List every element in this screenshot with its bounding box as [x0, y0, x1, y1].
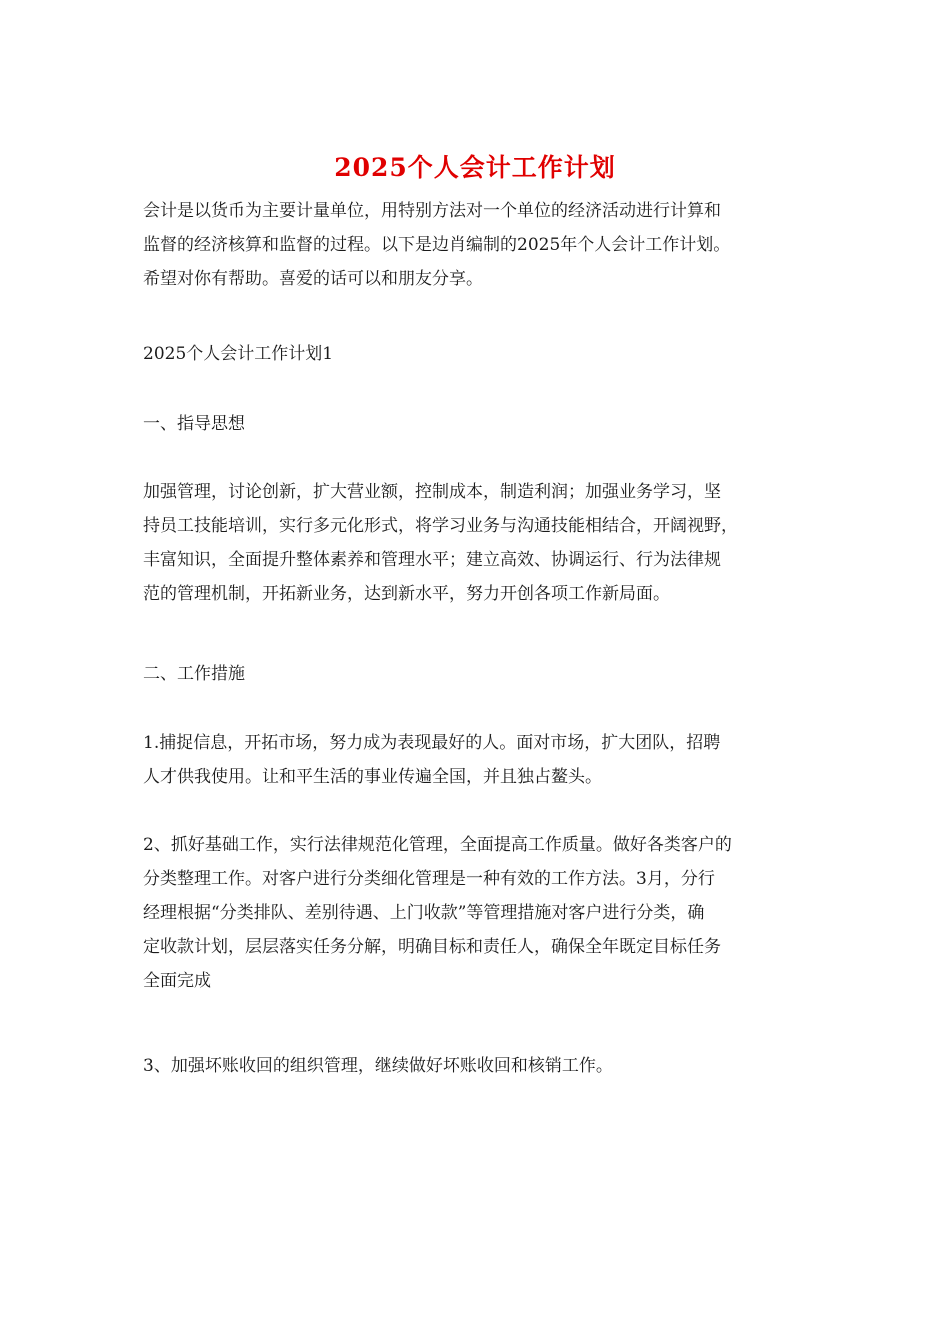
plan-heading	[143, 337, 813, 371]
document-title: 2025个人会计工作计划	[334, 153, 616, 182]
intro-line: 希望对你有帮助。喜爱的话可以和朋友分享。	[143, 269, 483, 289]
section-heading-guiding-ideology	[143, 407, 813, 441]
paragraph-line: 人才供我使用。让和平生活的事业传遍全国，并且独占鳌头。	[143, 767, 602, 787]
paragraph-line: 经理根据“分类排队、差别待遇、上门收款”等管理措施对客户进行分类，确	[143, 903, 705, 923]
plan-heading-text: 2025个人会计工作计划1	[143, 344, 334, 364]
paragraph-line: 1.捕捉信息，开拓市场，努力成为表现最好的人。面对市场，扩大团队，招聘	[143, 733, 721, 753]
measure-item-1	[143, 726, 813, 794]
measure-item-2	[143, 828, 813, 998]
paragraph-line: 定收款计划，层层落实任务分解，明确目标和责任人，确保全年既定目标任务	[143, 937, 721, 957]
paragraph-line: 分类整理工作。对客户进行分类细化管理是一种有效的工作方法。3月，分行	[143, 869, 715, 889]
section-heading-text: 一、指导思想	[143, 414, 245, 434]
intro-paragraph	[143, 194, 813, 296]
paragraph-line: 全面完成	[143, 971, 211, 991]
measure-item-3	[143, 1049, 813, 1083]
intro-line: 会计是以货币为主要计量单位，用特别方法对一个单位的经济活动进行计算和	[143, 201, 721, 221]
intro-line: 监督的经济核算和监督的过程。以下是边肖编制的2025年个人会计工作计划。	[143, 235, 731, 255]
guiding-ideology-paragraph	[143, 475, 813, 611]
paragraph-line: 3、加强坏账收回的组织管理，继续做好坏账收回和核销工作。	[143, 1056, 613, 1076]
paragraph-line: 丰富知识，全面提升整体素养和管理水平；建立高效、协调运行、行为法律规	[143, 550, 721, 570]
section-heading-work-measures	[143, 657, 813, 691]
paragraph-line: 持员工技能培训，实行多元化形式，将学习业务与沟通技能相结合，开阔视野，	[143, 516, 738, 536]
paragraph-line: 范的管理机制，开拓新业务，达到新水平，努力开创各项工作新局面。	[143, 584, 670, 604]
paragraph-line: 加强管理，讨论创新，扩大营业额，控制成本，制造利润；加强业务学习，坚	[143, 482, 721, 502]
section-heading-text: 二、工作措施	[143, 664, 245, 684]
paragraph-line: 2、抓好基础工作，实行法律规范化管理，全面提高工作质量。做好各类客户的	[143, 835, 732, 855]
